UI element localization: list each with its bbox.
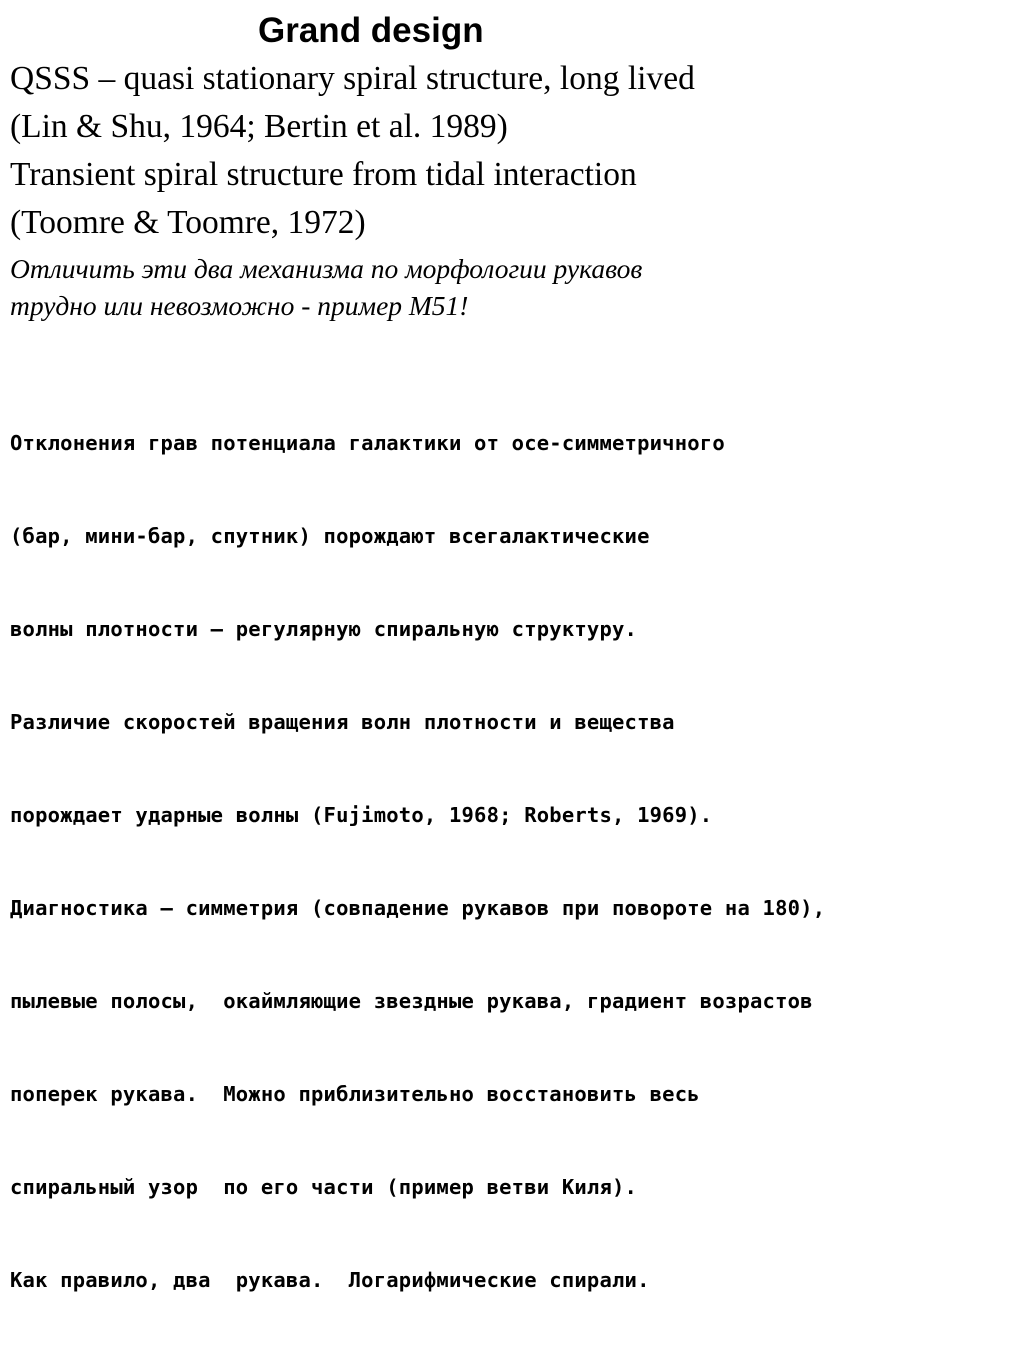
body-line: спиральный узор по его части (пример ветви Киля).	[10, 1175, 638, 1199]
body-line: Отклонения грав потенциала галактики от осе-симметричного	[10, 431, 725, 455]
text-line: (Lin & Shu, 1964; Bertin et al. 1989)	[10, 108, 508, 145]
text-line: Transient spiral structure from tidal interaction	[10, 156, 637, 193]
body-line: волны плотности – регулярную спиральную структуру.	[10, 617, 638, 641]
text-line: (Toomre & Toomre, 1972)	[10, 204, 366, 241]
italic-note-block	[10, 250, 642, 324]
text-line: QSSS – quasi stationary spiral structure, long lived	[10, 60, 695, 97]
body-line: (бар, мини-бар, спутник) порождают всегалактические	[10, 524, 650, 548]
body-line: поперек рукава. Можно приблизительно восстановить весь	[10, 1082, 700, 1106]
body-line: пылевые полосы, окаймляющие звездные рукава, градиент возрастов	[10, 989, 813, 1013]
body-text-block	[10, 366, 825, 1358]
body-line: Диагностика – симметрия (совпадение рукавов при повороте на 180),	[10, 896, 826, 920]
body-line: Как правило, два рукава. Логарифмические спирали.	[10, 1268, 650, 1292]
slide-title: Grand design	[258, 11, 484, 50]
body-line: Различие скоростей вращения волн плотности и вещества	[10, 710, 675, 734]
intro-text-block	[10, 55, 695, 247]
italic-line: трудно или невозможно - пример М51!	[10, 290, 469, 321]
italic-line: Отличить эти два механизма по морфологии рукавов	[10, 253, 643, 284]
body-line: порождает ударные волны (Fujimoto, 1968; Roberts, 1969).	[10, 803, 713, 827]
